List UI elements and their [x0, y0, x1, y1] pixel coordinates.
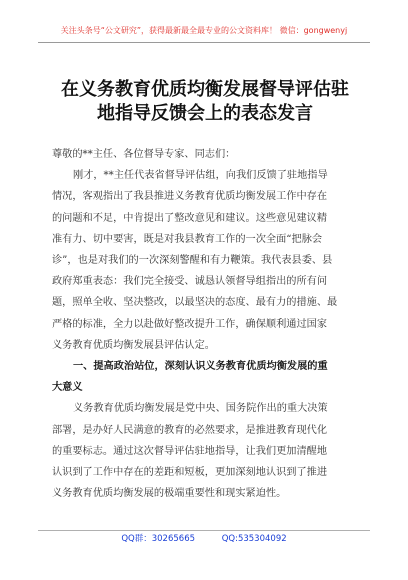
- paragraph-line: 诊”，也是对我们的一次深刻警醒和有力鞭策。我代表县委、县: [52, 255, 333, 267]
- paragraph-line: 义务教育优质均衡发展的极端重要性和现实紧迫性。: [52, 488, 287, 500]
- paragraph-line: 刚才，**主任代表省督导评估组，向我们反馈了驻地指导: [73, 170, 328, 182]
- section-heading-line: 一、提高政治站位，深刻认识义务教育优质均衡发展的重: [73, 360, 328, 373]
- paragraph-1: [52, 165, 362, 356]
- title-line-2: 地指导反馈会上的表态发言: [97, 103, 313, 124]
- paragraph-line: 部署，是办好人民满意的教育的必然要求，是推进教育现代化: [52, 424, 328, 436]
- paragraph-line: 题，照单全收、坚决整改，以最坚决的态度、最有力的措施、最: [52, 297, 338, 309]
- paragraph-2: [52, 398, 362, 504]
- document-title: [44, 78, 366, 126]
- salutation: 尊敬的**主任、各位督导专家、同志们：: [52, 149, 236, 160]
- paragraph-line: 准有力、切中要害，既是对我县教育工作的一次全面“把脉会: [52, 233, 323, 245]
- paragraph-line: 政府郑重表态：我们完全接受、诚恳认领督导组指出的所有问: [52, 276, 328, 288]
- paragraph-line: 义务教育优质均衡发展县评估认定。: [52, 339, 215, 351]
- footer: [0, 533, 408, 545]
- footer-divider: [38, 530, 370, 531]
- header-divider: [38, 42, 370, 43]
- document-body: [52, 144, 362, 504]
- section-1-heading: [52, 356, 362, 398]
- title-line-1: 在义务教育优质均衡发展督导评估驻: [61, 79, 349, 100]
- paragraph-line: 的重要标志。通过这次督导评估驻地指导，让我们更加清醒地: [52, 445, 328, 457]
- paragraph-line: 严格的标准，全力以赴做好整改提升工作，确保顺利通过国家: [52, 318, 328, 330]
- paragraph-line: 认识到了工作中存在的差距和短板，更加深刻地认识到了推进: [52, 467, 328, 479]
- footer-qq: QQ:535304092: [221, 534, 287, 544]
- footer-qq-group: QQ群：30265665: [121, 534, 196, 544]
- section-heading-line: 大意义: [52, 381, 83, 394]
- header-note: 关注头条号“公文研究”，获得最新最全最专业的公文资料库！ 微信：gongwenyj: [60, 26, 348, 35]
- paragraph-line: 义务教育优质均衡发展是党中央、国务院作出的重大决策: [73, 403, 328, 415]
- paragraph-line: 情况，客观指出了我县推进义务教育优质均衡发展工作中存在: [52, 191, 328, 203]
- paragraph-line: 的问题和不足，中肯提出了整改意见和建议。这些意见建议精: [52, 212, 328, 224]
